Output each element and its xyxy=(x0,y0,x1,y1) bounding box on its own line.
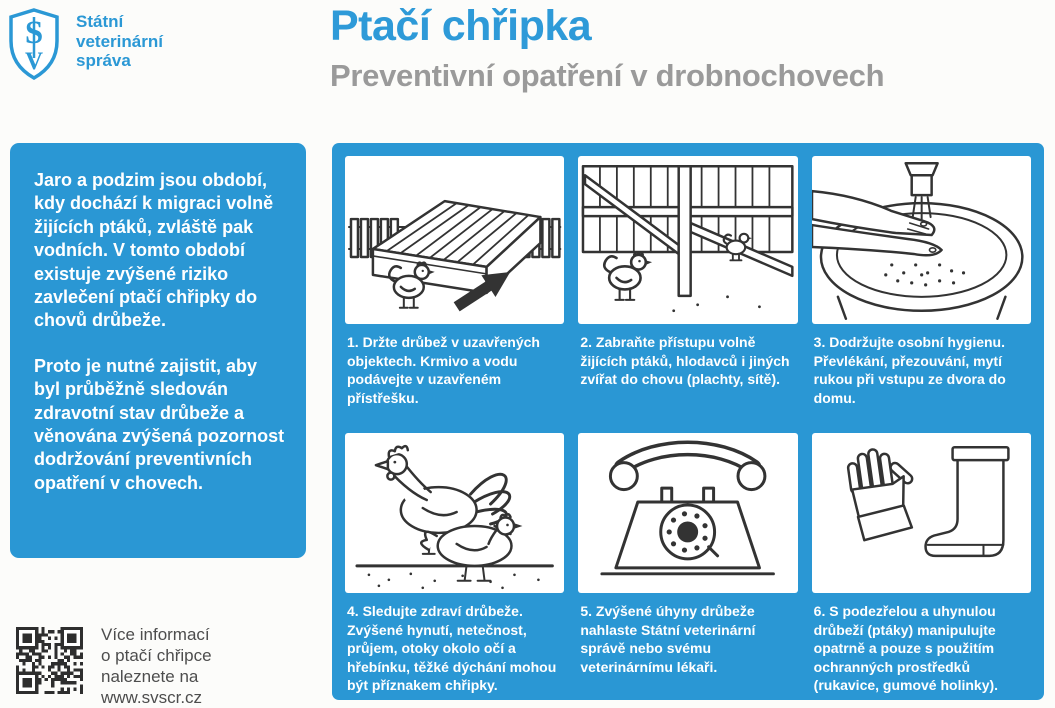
svs-shield-logo xyxy=(8,8,60,85)
panel-1-caption: 1. Držte drůbež v uzavřených objektech. Krmivo a vodu podávejte v uzavřeném přístřešku. xyxy=(347,334,540,406)
hand-washing-illustration xyxy=(812,156,1031,324)
more-info-text xyxy=(101,624,212,708)
svg-text:S: S xyxy=(24,15,44,51)
page-subtitle: Preventivní opatření v drobnochovech xyxy=(330,58,885,93)
panel-4-art xyxy=(345,433,564,593)
footer xyxy=(16,624,212,708)
panel-5 xyxy=(578,433,797,701)
measures-grid xyxy=(332,143,1044,700)
protective-glove-and-boot-illustration xyxy=(812,433,1031,593)
panel-6-art xyxy=(812,433,1031,593)
panel-2-caption: 2. Zabraňte přístupu volně žijících ptáků, hlodavců i jiných zvířat do chovu (plachty, sítě). xyxy=(580,334,790,388)
more-info-line: Více informací xyxy=(101,625,210,644)
org-line: Státní xyxy=(76,12,124,31)
header xyxy=(330,2,884,94)
website-url: www.svscr.cz xyxy=(101,688,203,708)
intro-paragraph-1: Jaro a podzim jsou období, kdy dochází k migraci volně žijících ptáků, zvláště pak vodních. V tomto období existuje zvýšené riziko zavlečení ptačí chřipky do chovů drůbeže. xyxy=(34,170,274,331)
poultry-house-illustration xyxy=(345,156,564,324)
panel-3-caption: 3. Dodržujte osobní hygienu. Převlékání, přezouvání, mytí rukou při vstupu ze dvora do domu. xyxy=(813,334,1006,406)
shield-icon xyxy=(8,8,60,80)
org-line: správa xyxy=(76,51,131,71)
panel-3 xyxy=(812,156,1031,433)
rooster-and-hen-illustration xyxy=(345,433,564,593)
organization-name xyxy=(76,12,163,71)
panel-1 xyxy=(345,156,564,433)
panel-5-caption: 5. Zvýšené úhyny drůbeže nahlaste Státní veterinární správě nebo svému veterinárnímu lékaři. xyxy=(580,603,756,675)
panel-1-art xyxy=(345,156,564,324)
intro-paragraph-2: Proto je nutné zajistit, aby byl průběžně sledován zdravotní stav drůbeže a věnována zvýšená pozornost dodržování preventivních opatření v chovech. xyxy=(34,355,285,493)
panel-2 xyxy=(578,156,797,433)
panel-6 xyxy=(812,433,1031,701)
panel-6-caption: 6. S podezřelou a uhynulou drůbeží (ptáky) manipulujte opatrně a pouze s použitím ochranných prostředků (rukavice, gumové holinky). xyxy=(813,603,999,694)
panel-4 xyxy=(345,433,564,701)
qr-code xyxy=(16,627,83,694)
telephone-illustration xyxy=(578,433,797,593)
more-info-line: o ptačí chřipce xyxy=(101,646,212,666)
panel-5-art xyxy=(578,433,797,593)
org-line: veterinární xyxy=(76,31,163,51)
page-title: Ptačí chřipka xyxy=(330,2,592,50)
panel-3-art xyxy=(812,156,1031,324)
more-info-line: naleznete na xyxy=(101,667,199,687)
panel-4-caption: 4. Sledujte zdraví drůbeže. Zvýšené hynutí, netečnost, průjem, otoky okolo očí a hřebínku, těžké dýchání mohou být příznakem chřipky. xyxy=(347,603,557,694)
intro-text-box xyxy=(10,143,306,558)
panel-2-art xyxy=(578,156,797,324)
svg-text:V: V xyxy=(24,48,44,75)
barn-interior-illustration xyxy=(578,156,797,324)
